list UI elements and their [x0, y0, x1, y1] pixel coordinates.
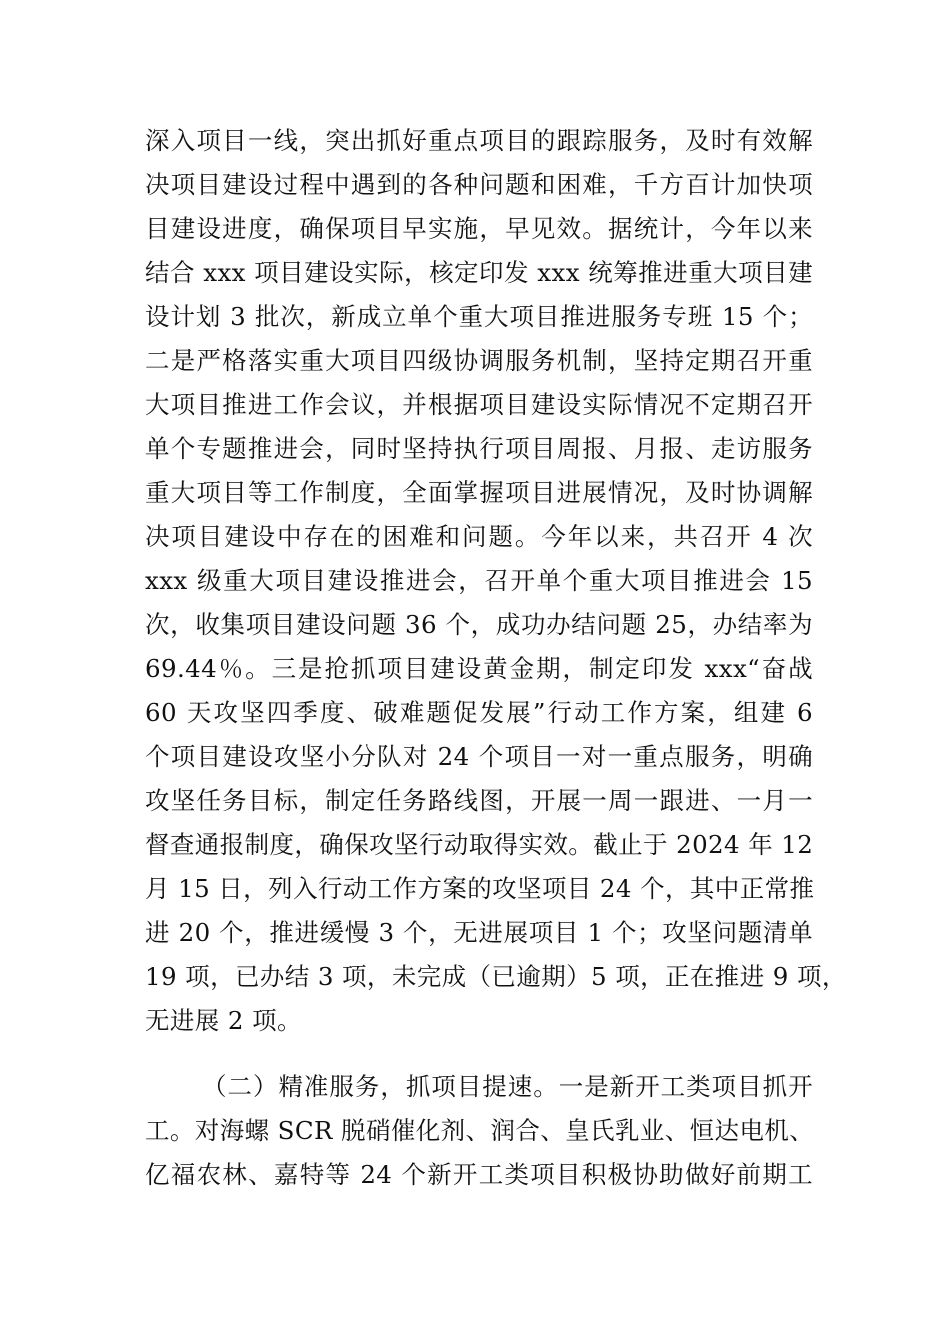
text-line: 亿福农林、嘉特等 24 个新开工类项目积极协助做好前期工	[145, 1160, 813, 1189]
text-line: 19 项，已办结 3 项，未完成（已逾期）5 项，正在推进 9 项，	[145, 962, 847, 991]
body-paragraph-continuation	[145, 119, 847, 1043]
text-line: 大项目推进工作会议，并根据项目建设实际情况不定期召开	[145, 390, 813, 419]
text-line: 次，收集项目建设问题 36 个，成功办结问题 25，办结率为	[145, 610, 813, 639]
text-line: 二是严格落实重大项目四级协调服务机制，坚持定期召开重	[145, 346, 813, 375]
text-line: 督查通报制度，确保攻坚行动取得实效。截止于 2024 年 12	[145, 830, 814, 859]
text-line: 个项目建设攻坚小分队对 24 个项目一对一重点服务，明确	[145, 742, 813, 771]
text-line: 决项目建设中存在的困难和问题。今年以来，共召开 4 次	[145, 522, 813, 551]
text-line: xxx 级重大项目建设推进会，召开单个重大项目推进会 15	[145, 566, 813, 595]
text-line: 单个专题推进会，同时坚持执行项目周报、月报、走访服务	[145, 434, 813, 463]
text-line: 69.44％。三是抢抓项目建设黄金期，制定印发 xxx“奋战	[145, 654, 813, 683]
text-line: 进 20 个，推进缓慢 3 个，无进展项目 1 个；攻坚问题清单	[145, 918, 813, 947]
section-heading-line: （二）精准服务，抓项目提速。一是新开工类项目抓开	[202, 1072, 813, 1101]
text-line: 重大项目等工作制度，全面掌握项目进展情况，及时协调解	[145, 478, 813, 507]
text-line: 无进展 2 项。	[145, 1006, 302, 1035]
text-line: 工。对海螺 SCR 脱硝催化剂、润合、皇氏乳业、恒达电机、	[145, 1116, 815, 1145]
text-line: 结合 xxx 项目建设实际，核定印发 xxx 统筹推进重大项目建	[145, 258, 813, 287]
text-line: 60 天攻坚四季度、破难题促发展”行动工作方案，组建 6	[145, 698, 813, 727]
text-line: 设计划 3 批次，新成立单个重大项目推进服务专班 15 个；	[145, 302, 813, 331]
text-line: 深入项目一线，突出抓好重点项目的跟踪服务，及时有效解	[145, 126, 813, 155]
body-paragraph-section-two	[145, 1065, 813, 1197]
text-line: 决项目建设过程中遇到的各种问题和困难，千方百计加快项	[145, 170, 813, 199]
text-line: 目建设进度，确保项目早实施，早见效。据统计，今年以来	[145, 214, 813, 243]
text-line: 攻坚任务目标，制定任务路线图，开展一周一跟进、一月一	[145, 786, 813, 815]
text-line: 月 15 日，列入行动工作方案的攻坚项目 24 个，其中正常推	[145, 874, 815, 903]
